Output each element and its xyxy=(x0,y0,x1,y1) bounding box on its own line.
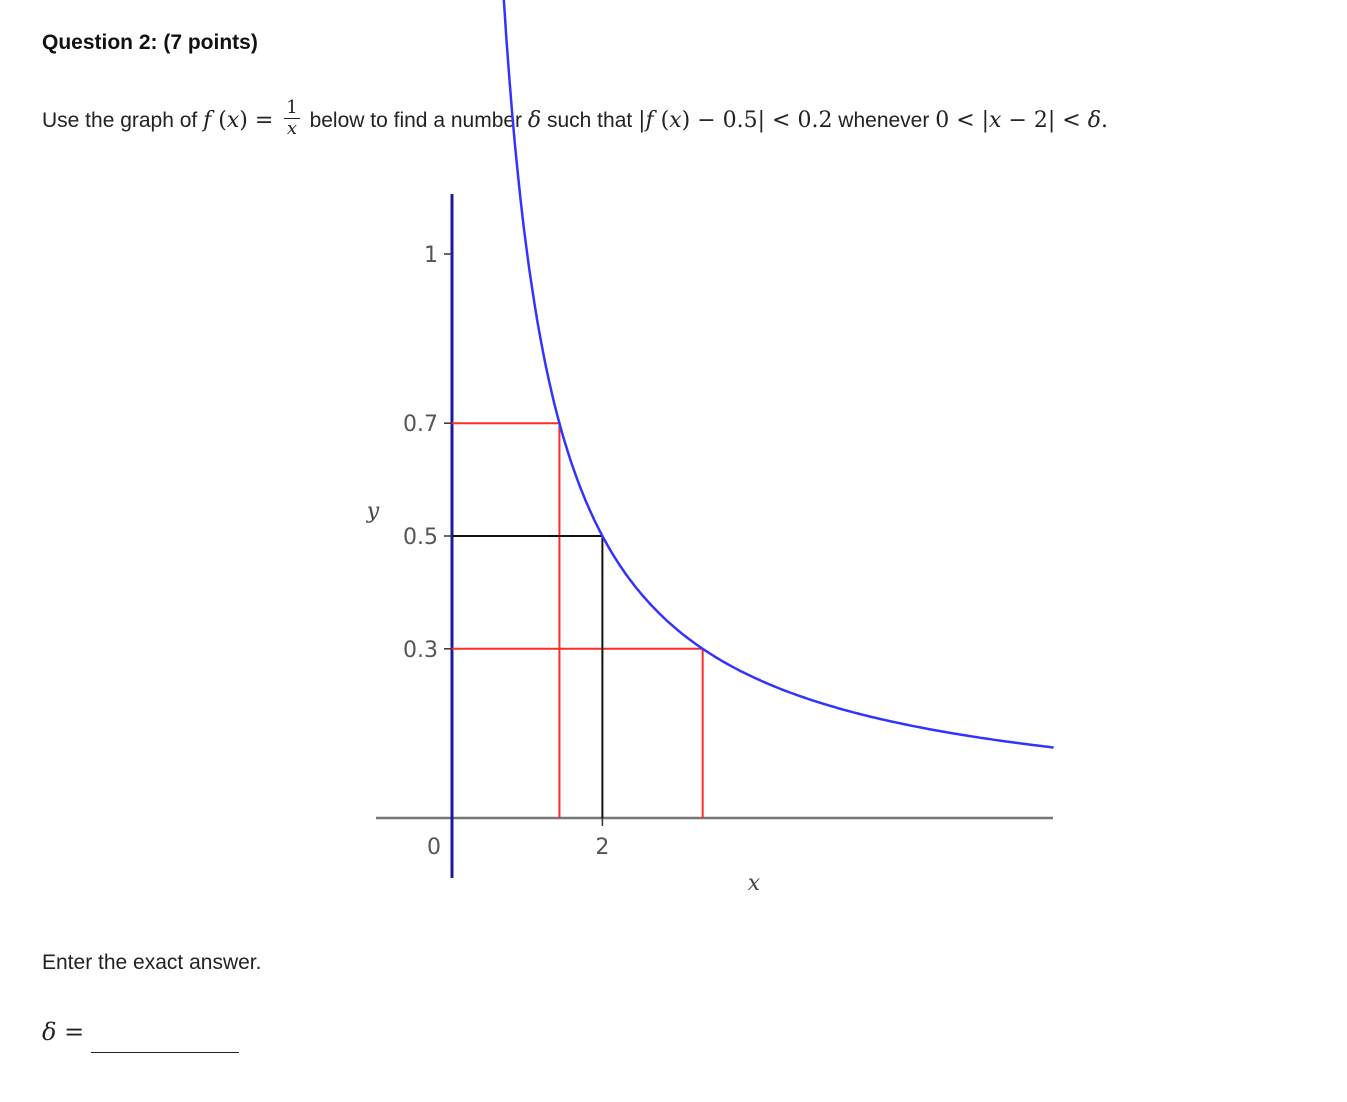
abs-post: ) − 0.5| < 0.2 xyxy=(681,108,833,133)
ineq-post: − 2| < xyxy=(1001,108,1088,133)
abs-pre: | xyxy=(638,108,646,133)
delta-symbol: δ xyxy=(527,108,542,133)
y-tick-label: 0.3 xyxy=(403,637,438,663)
abs-lparen: ( xyxy=(653,108,670,133)
func-lparen: ( xyxy=(211,108,227,133)
question-title: Question 2: (7 points) xyxy=(42,31,258,54)
abs-x: x xyxy=(669,108,682,133)
answer-equals: = xyxy=(56,1018,85,1046)
prompt-text-4: whenever xyxy=(838,109,930,132)
fraction-numerator: 1 xyxy=(286,96,298,118)
ineq-x: x xyxy=(989,108,1002,133)
prompt-text-2: below to find a number xyxy=(309,109,523,132)
x-axis-label: x xyxy=(747,871,761,896)
delta-answer-input[interactable] xyxy=(91,1026,239,1053)
prompt-text-3: such that xyxy=(546,109,633,132)
instruction-text: Enter the exact answer. xyxy=(42,951,262,974)
answer-delta-label: δ xyxy=(42,1018,57,1046)
func-equals: = xyxy=(247,108,281,133)
x-tick-label: 2 xyxy=(595,835,610,860)
abs-f: f xyxy=(645,108,654,133)
answer-row xyxy=(42,1018,239,1058)
x-tick-label: 0 xyxy=(427,835,441,860)
y-tick-label: 0.7 xyxy=(403,412,438,438)
curve-one-over-x xyxy=(487,0,1054,747)
ineq-period: . xyxy=(1100,108,1108,133)
ineq-delta: δ xyxy=(1087,108,1101,133)
y-axis-label: y xyxy=(366,499,380,524)
axis-ticks xyxy=(403,243,609,860)
ineq-pre: 0 < | xyxy=(935,108,990,133)
func-rparen: ) xyxy=(239,108,248,133)
func-x: x xyxy=(226,108,240,133)
prompt-text-1: Use the graph of xyxy=(42,109,198,132)
fraction-denominator: x xyxy=(286,117,298,139)
func-f: f xyxy=(203,108,212,133)
y-tick-label: 0.5 xyxy=(403,525,438,550)
y-tick-label: 1 xyxy=(424,243,438,268)
